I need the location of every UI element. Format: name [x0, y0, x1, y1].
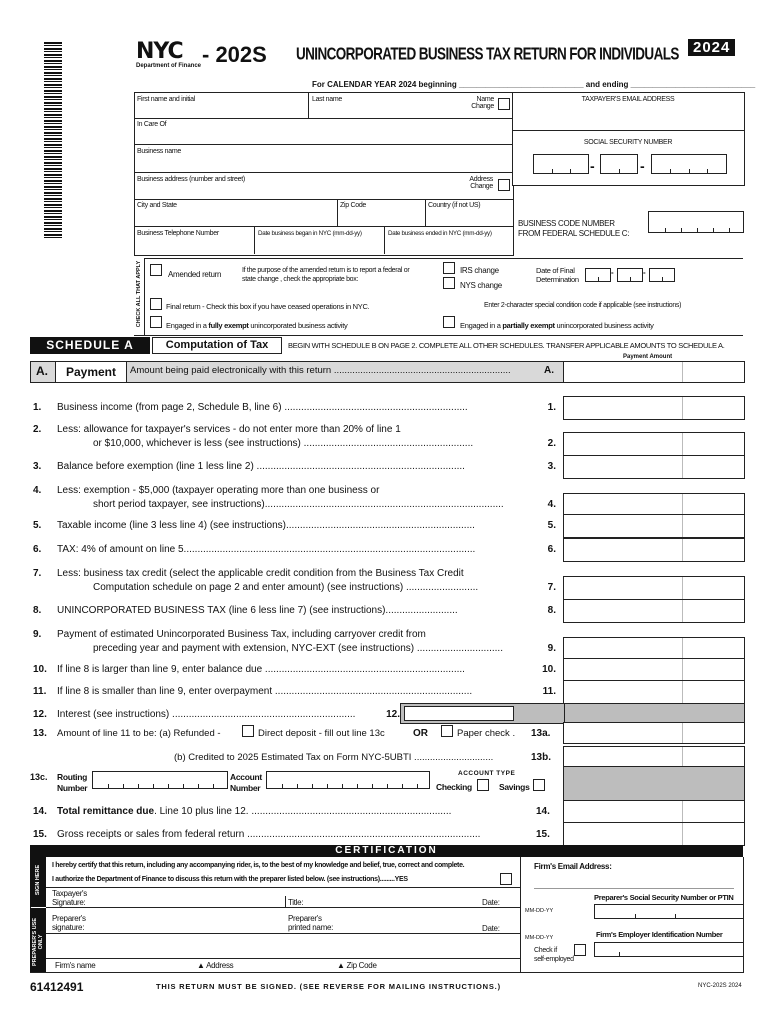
- business-address-field[interactable]: Business address (number and street): [137, 176, 245, 183]
- line-9-text-cont: preceding year and payment with extension, NYC-EXT (see instructions) ...............................: [93, 643, 503, 654]
- must-sign-notice: THIS RETURN MUST BE SIGNED. (SEE REVERSE FOR MAILING INSTRUCTIONS.): [156, 982, 501, 991]
- account-number-field[interactable]: [266, 771, 430, 789]
- date-began-field[interactable]: Date business began in NYC (mm-dd-yy): [258, 230, 362, 237]
- line-12-text: Interest (see instructions) ..................................................................: [57, 709, 356, 720]
- check-all-side-label: CHECK ALL THAT APPLY: [134, 258, 145, 335]
- line-15-ref: 15.: [536, 829, 550, 840]
- line-10-text: If line 8 is larger than line 9, enter balance due ........................................................................: [57, 664, 465, 675]
- payment-description: Amount being paid electronically with this return ...................................................................: [130, 365, 511, 376]
- line-10-number: 10.: [33, 664, 47, 675]
- final-determination-yy[interactable]: [649, 268, 675, 282]
- form-id: NYC-202S 2024: [698, 983, 742, 989]
- nys-change-label: NYS change: [460, 281, 502, 290]
- routing-number-label: Routing Number: [57, 772, 88, 793]
- line-6-amount[interactable]: [563, 538, 745, 562]
- line-12-number: 12.: [33, 709, 47, 720]
- line-1-text: Business income (from page 2, Schedule B, line 6) ..................................................................: [57, 402, 468, 413]
- firm-address-field[interactable]: ▲ Address: [197, 961, 234, 970]
- line-7-number: 7.: [33, 568, 42, 579]
- zip-code-field[interactable]: Zip Code: [340, 202, 367, 209]
- form-title: UNINCORPORATED BUSINESS TAX RETURN FOR INDIVIDUALS: [296, 44, 679, 64]
- final-determination-mm[interactable]: [585, 268, 611, 282]
- line-1-number: 1.: [33, 402, 42, 413]
- authorize-yes-checkbox[interactable]: [500, 873, 512, 885]
- last-name-field[interactable]: Last name: [312, 96, 342, 103]
- line-5-number: 5.: [33, 520, 42, 531]
- line-1-ref: 1.: [547, 402, 556, 413]
- business-code-field[interactable]: [648, 211, 744, 233]
- name-change-label: Name Change: [471, 96, 494, 110]
- firm-ein-field[interactable]: [594, 942, 744, 957]
- date-ended-field[interactable]: Date business ended in NYC (mm-dd-yy): [388, 230, 492, 237]
- line-8-ref: 8.: [547, 605, 556, 616]
- line-1-amount[interactable]: [563, 396, 745, 420]
- firm-name-field[interactable]: Firm's name: [55, 961, 96, 970]
- form-code-number: 61412491: [30, 980, 84, 994]
- authorize-statement: I authorize the Department of Finance to discuss this return with the preparer listed below. (see instructions).........YES: [52, 876, 408, 883]
- refund-direct-deposit-checkbox[interactable]: [242, 725, 254, 737]
- line-11-amount[interactable]: [563, 680, 745, 704]
- checking-checkbox[interactable]: [477, 779, 489, 791]
- line-3-text: Balance before exemption (line 1 less line 2) ...........................................................................: [57, 461, 465, 472]
- amended-note: If the purpose of the amended return is to report a federal or state change , check the appropriate box:: [242, 267, 410, 283]
- line-3-amount[interactable]: [563, 455, 745, 479]
- line-6-ref: 6.: [547, 544, 556, 555]
- taxpayer-date-field[interactable]: Date:: [482, 898, 500, 907]
- line-10-ref: 10.: [542, 664, 556, 675]
- line-13-number: 13.: [33, 728, 47, 739]
- certification-header: CERTIFICATION: [30, 845, 743, 857]
- final-determination-dd[interactable]: [617, 268, 643, 282]
- title-field[interactable]: Title:: [288, 898, 304, 907]
- irs-change-checkbox[interactable]: [443, 262, 455, 274]
- name-change-checkbox[interactable]: [498, 98, 510, 110]
- line-2-text: Less: allowance for taxpayer's services - do not enter more than 20% of line 1: [57, 424, 401, 435]
- line-13a-ref: 13a.: [531, 728, 551, 739]
- calendar-year-line: For CALENDAR YEAR 2024 beginning ____________________________ and ending ____________________________: [312, 80, 756, 89]
- line-13c-number: 13c.: [30, 772, 48, 782]
- barcode: [44, 42, 62, 240]
- line-7-amount[interactable]: [563, 576, 745, 600]
- line-13c-shaded: [563, 766, 745, 802]
- line-9-number: 9.: [33, 629, 42, 640]
- savings-checkbox[interactable]: [533, 779, 545, 791]
- payment-ref: A.: [544, 365, 554, 376]
- line-14-text: Total remittance due. Line 10 plus line 12. ........................................................................: [57, 806, 452, 817]
- taxpayer-date-format: MM-DD-YY: [525, 908, 554, 914]
- final-determination-label: Date of Final Determination: [536, 266, 579, 284]
- line-13a-amount[interactable]: [563, 722, 745, 744]
- schedule-a-subtitle: Computation of Tax: [152, 337, 282, 354]
- business-name-field[interactable]: Business name: [137, 148, 181, 155]
- partially-exempt-label: Engaged in a partially exempt unincorporated business activity: [460, 321, 654, 330]
- line-8-amount[interactable]: [563, 599, 745, 623]
- nyc-logo: [136, 39, 196, 64]
- routing-number-field[interactable]: [92, 771, 228, 789]
- payment-title: Payment: [55, 361, 127, 383]
- tax-year-badge: 2024: [688, 39, 735, 56]
- preparer-date-field[interactable]: Date:: [482, 924, 500, 933]
- firm-ein-label: Firm's Employer Identification Number: [596, 930, 723, 939]
- special-condition-label: Enter 2-character special condition code if applicable (see instructions): [484, 302, 682, 309]
- line-2-number: 2.: [33, 424, 42, 435]
- check-self-employed-label: Check if self-employed: [534, 947, 574, 963]
- final-return-label: Final return - Check this box if you have ceased operations in NYC.: [166, 302, 370, 311]
- schedule-a-note: BEGIN WITH SCHEDULE B ON PAGE 2. COMPLETE ALL OTHER SCHEDULES. TRANSFER APPLICABLE AMOUNTS TO SCHEDULE A.: [288, 341, 725, 350]
- line-12-interest-field[interactable]: [404, 706, 514, 721]
- care-of-field[interactable]: In Care Of: [137, 121, 167, 128]
- irs-change-label: IRS change: [460, 266, 499, 275]
- savings-label: Savings: [499, 782, 530, 792]
- line-8-number: 8.: [33, 605, 42, 616]
- ssn-part-1[interactable]: [533, 154, 589, 174]
- self-employed-checkbox[interactable]: [574, 944, 586, 956]
- line-13b-ref: 13b.: [531, 752, 552, 763]
- payment-amount-label: Payment Amount: [623, 354, 673, 360]
- preparer-ssn-label: Preparer's Social Security Number or PTIN: [594, 893, 734, 902]
- paper-check-checkbox[interactable]: [441, 725, 453, 737]
- line-7-text: Less: business tax credit (select the applicable credit condition from the Business Tax Credit: [57, 568, 464, 579]
- first-name-field[interactable]: First name and initial: [137, 96, 195, 103]
- line-10-amount[interactable]: [563, 658, 745, 682]
- line-12-ref: 12.: [386, 709, 400, 720]
- line-6-number: 6.: [33, 544, 42, 555]
- final-return-checkbox[interactable]: [150, 298, 162, 310]
- nys-change-checkbox[interactable]: [443, 277, 455, 289]
- line-4-text: Less: exemption - $5,000 (taxpayer operating more than one business or: [57, 485, 380, 496]
- fully-exempt-checkbox[interactable]: [150, 316, 162, 328]
- ssn-part-2[interactable]: [600, 154, 638, 174]
- line-13b-amount[interactable]: [563, 746, 745, 768]
- line-3-number: 3.: [33, 461, 42, 472]
- payment-letter: A.: [36, 364, 48, 378]
- address-change-label: Address Change: [469, 176, 493, 190]
- city-state-field[interactable]: City and State: [137, 202, 177, 209]
- line-11-number: 11.: [33, 686, 47, 697]
- line-2-amount[interactable]: [563, 432, 745, 456]
- line-5-amount[interactable]: [563, 514, 745, 538]
- taxpayer-signature-field[interactable]: Taxpayer's Signature:: [52, 889, 87, 907]
- fully-exempt-label: Engaged in a fully exempt unincorporated business activity: [166, 321, 348, 330]
- email-field[interactable]: TAXPAYER'S EMAIL ADDRESS: [581, 96, 675, 103]
- country-field[interactable]: Country (if not US): [428, 202, 481, 209]
- line-11-ref: 11.: [542, 686, 556, 697]
- business-code-label: BUSINESS CODE NUMBER FROM FEDERAL SCHEDULE C:: [518, 219, 630, 238]
- line-9-ref: 9.: [547, 643, 556, 654]
- ssn-label: SOCIAL SECURITY NUMBER: [583, 139, 673, 146]
- line-9-text: Payment of estimated Unincorporated Business Tax, including carryover credit from: [57, 629, 426, 640]
- line-14-ref: 14.: [536, 806, 550, 817]
- line-14-number: 14.: [33, 806, 47, 817]
- line-4-ref: 4.: [547, 499, 556, 510]
- preparer-ssn-field[interactable]: [594, 904, 744, 919]
- line-5-text: Taxable income (line 3 less line 4) (see instructions)....................................................................: [57, 520, 475, 531]
- line-8-text: UNINCORPORATED BUSINESS TAX (line 6 less line 7) (see instructions)..........................: [57, 605, 458, 616]
- line-7-text-cont: Computation schedule on page 2 and enter amount) (see instructions) ..........................: [93, 582, 479, 593]
- line-2-text-cont: or $10,000, whichever is less (see instructions) .............................................................: [93, 438, 474, 449]
- line-3-ref: 3.: [547, 461, 556, 472]
- department-name: Department of Finance: [136, 63, 202, 69]
- account-type-label: ACCOUNT TYPE: [458, 770, 516, 777]
- amended-return-label: Amended return: [168, 270, 222, 279]
- phone-field[interactable]: Business Telephone Number: [137, 230, 219, 237]
- form-code: - 202S: [202, 42, 267, 67]
- preparer-date-format: MM-DD-YY: [525, 935, 554, 941]
- address-change-checkbox[interactable]: [498, 179, 510, 191]
- line-2-ref: 2.: [547, 438, 556, 449]
- preparer-printed-name-field[interactable]: Preparer's printed name:: [288, 914, 334, 932]
- line-5-ref: 5.: [547, 520, 556, 531]
- partially-exempt-checkbox[interactable]: [443, 316, 455, 328]
- payment-amount-field[interactable]: [563, 361, 745, 383]
- account-number-label: Account Number: [230, 772, 262, 793]
- firm-zip-field[interactable]: ▲ Zip Code: [337, 961, 377, 970]
- line-15-number: 15.: [33, 829, 47, 840]
- or-label: OR: [413, 728, 428, 739]
- sign-here-label: SIGN HERE: [30, 857, 46, 907]
- line-11-text: If line 8 is smaller than line 9, enter overpayment .......................................................................: [57, 686, 473, 697]
- preparer-use-label: PREPARER'S USE ONLY: [30, 908, 46, 972]
- line-4-text-cont: short period taxpayer, see instructions)......................................................................................: [93, 499, 504, 510]
- direct-deposit-label: Direct deposit - fill out line 13c: [258, 728, 385, 739]
- checking-label: Checking: [436, 782, 472, 792]
- schedule-a-label: SCHEDULE A: [30, 337, 150, 354]
- line-13b-text: (b) Credited to 2025 Estimated Tax on Form NYC-5UBTI ..............................: [174, 752, 494, 763]
- amended-return-checkbox[interactable]: [150, 264, 162, 276]
- line-13-text: Amount of line 11 to be: (a) Refunded -: [57, 728, 221, 739]
- line-15-text: Gross receipts or sales from federal return ....................................................................................: [57, 829, 481, 840]
- firm-email-label: Firm's Email Address:: [534, 862, 612, 871]
- ssn-part-3[interactable]: [651, 154, 727, 174]
- certification-statement: I hereby certify that this return, including any accompanying rider, is, to the best of my knowledge and belief, true, correct and complete.: [52, 862, 465, 869]
- paper-check-label: Paper check .: [457, 728, 516, 739]
- line-15-amount[interactable]: [563, 822, 745, 846]
- line-14-amount[interactable]: [563, 800, 745, 824]
- logo-text: NYC: [136, 39, 183, 64]
- line-4-number: 4.: [33, 485, 42, 496]
- preparer-signature-field[interactable]: Preparer's signature:: [52, 914, 86, 932]
- line-7-ref: 7.: [547, 582, 556, 593]
- line-6-text: TAX: 4% of amount on line 5.........................................................................................................: [57, 544, 476, 555]
